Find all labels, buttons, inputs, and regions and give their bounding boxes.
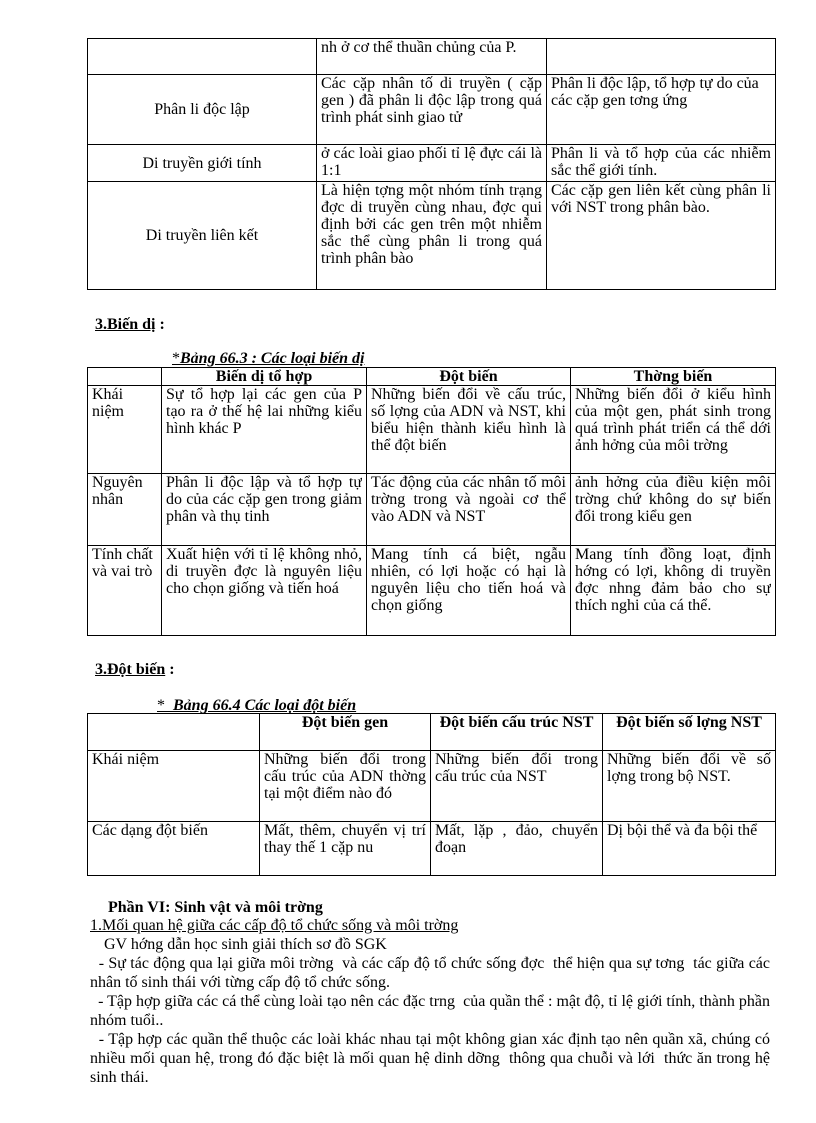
column-header <box>88 368 162 386</box>
variation-table <box>87 367 776 636</box>
paragraph: - Tập hợp các quần thể thuộc các loài khác nhau tại một không gian xác định tạo nên quần xã, chúng có nhiều mối quan hệ, trong đó đặc biệt là mối quan hệ dinh dỡng thông qua chuỗi và lới thức ăn trong hệ sinh thái. <box>90 1031 775 1086</box>
table-caption-66-4: * Bảng 66.4 Các loại đột biến <box>157 697 357 714</box>
row-label: Tính chất và vai trò <box>88 546 162 636</box>
part-title: Phần VI: Sinh vật và môi trờng <box>108 899 323 916</box>
row-label: Phân li độc lập <box>88 75 317 145</box>
column-header: Biến dị tổ hợp <box>162 368 367 386</box>
table-cell: ở các loài giao phối tỉ lệ đực cái là 1:1 <box>317 145 547 182</box>
table-cell: Là hiện tợng một nhóm tính trạng đợc di truyền cùng nhau, đợc qui định bởi các gen trên một nhiễm sắc thể cùng phân li trong quá trình phân bào <box>317 182 547 290</box>
table-cell: Những biến đổi ở kiểu hình của một gen, phát sinh trong quá trình phát triển cá thể dới ảnh hởng của môi trờng <box>571 386 776 474</box>
column-header <box>88 714 260 751</box>
table-cell: Những biến đổi trong cấu trúc của NST <box>431 751 603 822</box>
table-cell: Phân li và tổ hợp của các nhiễm sắc thể giới tính. <box>547 145 776 182</box>
table-cell: Những biến đổi về số lợng trong bộ NST. <box>603 751 776 822</box>
table-cell: nh ở cơ thể thuần chủng của P. <box>317 39 547 75</box>
paragraph: - Tập hợp giữa các cá thể cùng loài tạo nên các đặc trng của quần thể : mật độ, tỉ lệ giới tính, thành phần nhóm tuổi.. <box>90 993 775 1029</box>
row-label: Nguyên nhân <box>88 474 162 546</box>
paragraph: GV hớng dẫn học sinh giải thích sơ đồ SGK <box>104 936 387 953</box>
table-caption-66-3: *Bảng 66.3 : Các loại biến dị <box>172 350 365 367</box>
table-cell: Tác động của các nhân tố môi trờng trong và ngoài cơ thể vào ADN và NST <box>367 474 571 546</box>
mutation-table <box>87 713 776 876</box>
table-cell <box>547 39 776 75</box>
table-cell: Các cặp gen liên kết cùng phân li với NST trong phân bào. <box>547 182 776 290</box>
column-header: Thờng biến <box>571 368 776 386</box>
table-cell: Mất, lặp , đảo, chuyển đoạn <box>431 822 603 876</box>
column-header: Đột biến cấu trúc NST <box>431 714 603 751</box>
table-cell <box>88 39 317 75</box>
table-cell: Các cặp nhân tố di truyền ( cặp gen ) đã phân li độc lập trong quá trình phát sinh giao tử <box>317 75 547 145</box>
column-header: Đột biến gen <box>260 714 431 751</box>
table-cell: Mất, thêm, chuyển vị trí thay thế 1 cặp nu <box>260 822 431 876</box>
subheading: 1.Mối quan hệ giữa các cấp độ tổ chức sống và môi trờng <box>90 917 459 934</box>
section-heading-bien-di: 3.Biến dị : <box>95 316 165 333</box>
column-header: Đột biến số lợng NST <box>603 714 776 751</box>
table-cell: Phân li độc lập và tổ hợp tự do của các cặp gen trong giảm phân và thụ tinh <box>162 474 367 546</box>
table-cell: Phân li độc lập, tổ hợp tự do của các cặp gen tơng ứng <box>547 75 776 145</box>
column-header: Đột biến <box>367 368 571 386</box>
row-label: Di truyền liên kết <box>88 182 317 290</box>
section-heading-dot-bien: 3.Đột biến : <box>95 661 175 678</box>
table-cell: ảnh hởng của điều kiện môi trờng chứ không do sự biến đổi trong kiểu gen <box>571 474 776 546</box>
row-label: Khái niệm <box>88 751 260 822</box>
row-label: Khái niệm <box>88 386 162 474</box>
table-cell: Mang tính đồng loạt, định hớng có lợi, không di truyền đợc nhng đảm bảo cho sự thích nghi của cá thể. <box>571 546 776 636</box>
table-cell: Sự tổ hợp lại các gen của P tạo ra ở thế hệ lai những kiểu hình khác P <box>162 386 367 474</box>
paragraph: - Sự tác động qua lại giữa môi trờng và các cấp độ tổ chức sống đợc thể hiện qua sự tơng tác giữa các nhân tố sinh thái với từng cấp độ tổ chức sống. <box>90 955 775 991</box>
table-cell: Những biến đổi về cấu trúc, số lợng của ADN và NST, khi biểu hiện thành kiểu hình là thể đột biến <box>367 386 571 474</box>
table-cell: Xuất hiện với tỉ lệ không nhỏ, di truyền đợc là nguyên liệu cho chọn giống và tiến hoá <box>162 546 367 636</box>
table-cell: Mang tính cá biệt, ngẫu nhiên, có lợi hoặc có hại là nguyên liệu cho tiến hoá và chọn giống <box>367 546 571 636</box>
row-label: Di truyền giới tính <box>88 145 317 182</box>
genetics-table <box>87 38 776 290</box>
table-cell: Dị bội thể và đa bội thể <box>603 822 776 876</box>
table-cell: Những biến đổi trong cấu trúc của ADN thờng tại một điểm nào đó <box>260 751 431 822</box>
row-label: Các dạng đột biến <box>88 822 260 876</box>
